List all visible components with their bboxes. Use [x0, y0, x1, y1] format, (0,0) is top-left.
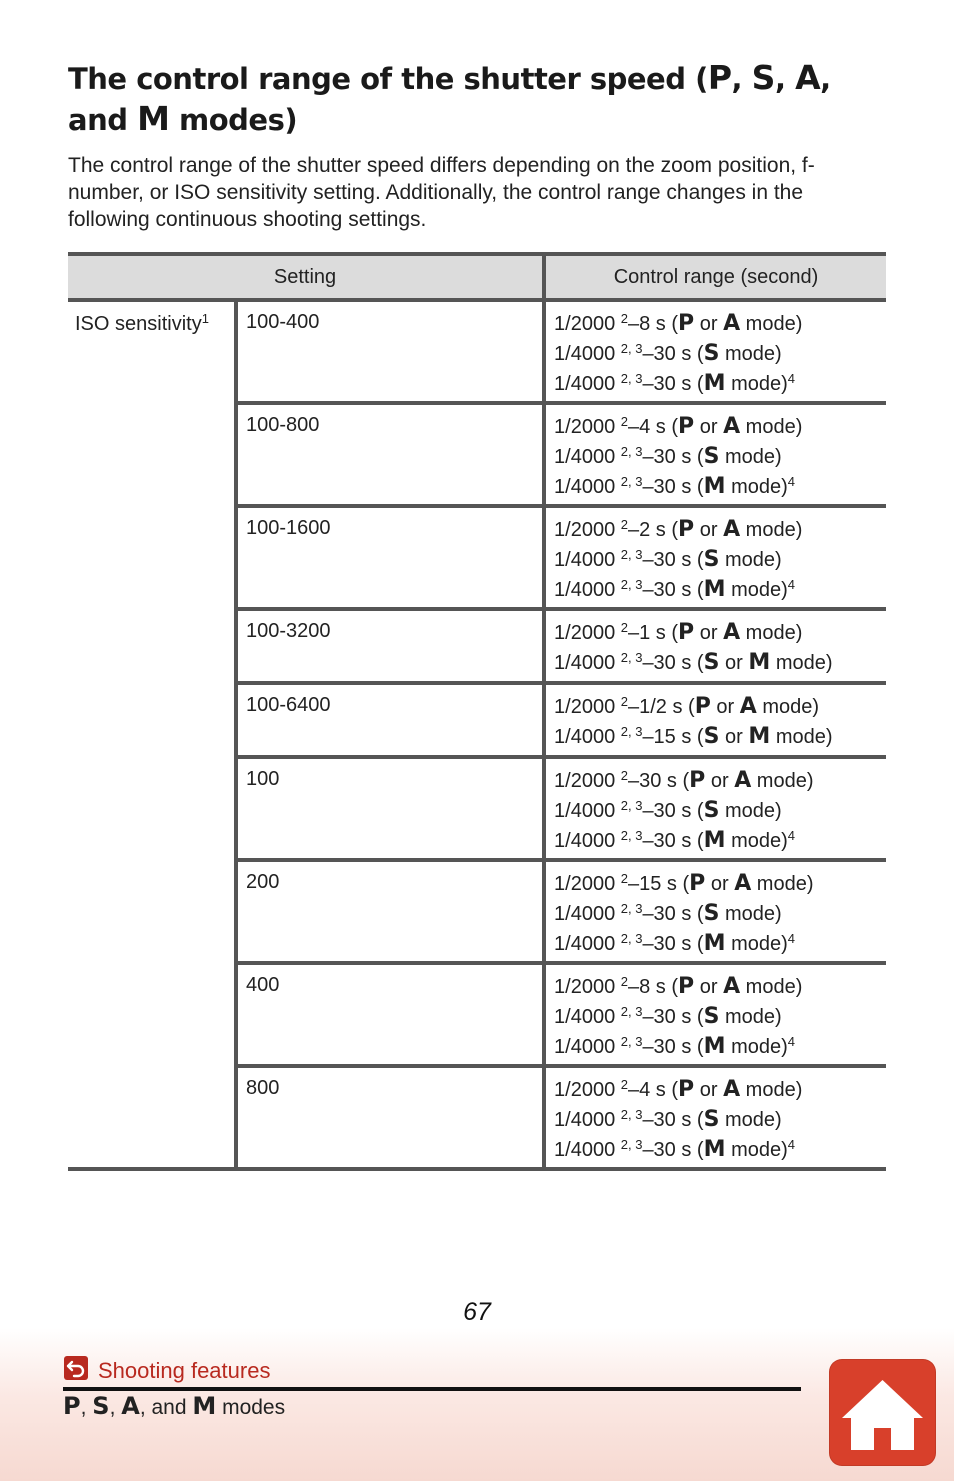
- range-limit: –30 s (: [642, 476, 704, 498]
- range-speed: 1/4000: [554, 800, 616, 822]
- or-text: or: [699, 622, 718, 644]
- range-line: 1/4000 $^{2, 3}$–15 s (S or M mode): [554, 724, 833, 749]
- m-mode-icon: M: [703, 1034, 726, 1059]
- footnote-ref: 2: [620, 414, 628, 429]
- iso-value-cell: [236, 963, 544, 1066]
- a-mode-icon: A: [723, 414, 741, 439]
- iso-value: 100: [246, 768, 280, 790]
- range-limit: –30 s (: [642, 1109, 704, 1131]
- return-arrow-icon[interactable]: [64, 1356, 88, 1380]
- footnote-ref: 2, 3: [620, 341, 643, 356]
- range-speed: 1/2000: [554, 873, 616, 895]
- iso-value: 100-400: [246, 311, 320, 333]
- a-mode-icon: A: [121, 1392, 140, 1420]
- s-mode-icon: S: [703, 1107, 720, 1132]
- range-speed: 1/4000: [554, 476, 616, 498]
- range-speed: 1/4000: [554, 933, 616, 955]
- footer-separator: , and: [139, 1396, 193, 1419]
- a-mode-icon: A: [723, 1077, 741, 1102]
- range-speed: 1/2000: [554, 976, 616, 998]
- range-line: 1/4000 $^{2, 3}$–30 s (S mode): [554, 341, 782, 366]
- footer-subtitle: [63, 1392, 285, 1420]
- m-mode-icon: M: [703, 931, 726, 956]
- footer-separator: ,: [80, 1396, 93, 1419]
- mode-text: mode: [725, 1006, 776, 1028]
- footnote-ref: 2: [620, 768, 628, 783]
- or-text: or: [699, 519, 718, 541]
- iso-value-cell: [236, 860, 544, 963]
- iso-value-cell: [236, 506, 544, 609]
- mode-text: mode: [745, 519, 796, 541]
- iso-label-text: ISO sensitivity: [75, 313, 202, 335]
- range-line: 1/4000 $^{2, 3}$–30 s (S mode): [554, 1004, 782, 1029]
- range-line: 1/2000 $^2$–15 s (P or A mode): [554, 871, 814, 896]
- range-limit: –30 s (: [642, 800, 704, 822]
- or-text: or: [699, 976, 718, 998]
- mode-text: mode: [745, 313, 796, 335]
- range-limit: –1/2 s (: [627, 696, 695, 718]
- range-limit: –30 s (: [642, 1006, 704, 1028]
- footnote-ref: 1: [201, 311, 209, 326]
- control-range-cell: [544, 506, 886, 609]
- mode-text: mode: [725, 549, 776, 571]
- or-text: or: [699, 313, 718, 335]
- p-mode-icon: P: [678, 1077, 695, 1102]
- control-range-cell: [544, 300, 886, 403]
- a-mode-icon: A: [734, 768, 752, 793]
- title-separator: ,: [731, 62, 752, 96]
- p-mode-icon: P: [689, 871, 706, 896]
- range-line: 1/2000 $^2$–8 s (P or A mode): [554, 311, 803, 336]
- home-button[interactable]: [830, 1360, 935, 1465]
- range-limit: –4 s (: [627, 1079, 679, 1101]
- range-line: 1/4000 $^{2, 3}$–30 s (M mode)$^4$: [554, 1137, 795, 1162]
- iso-value-cell: [236, 609, 544, 683]
- m-mode-icon: M: [703, 577, 726, 602]
- range-speed: 1/4000: [554, 1006, 616, 1028]
- footnote-ref: 2: [620, 620, 628, 635]
- iso-value-cell: [236, 683, 544, 757]
- range-line: 1/2000 $^2$–4 s (P or A mode): [554, 414, 803, 439]
- page-title: [68, 58, 898, 140]
- footer-text: modes: [216, 1396, 286, 1419]
- m-mode-icon: M: [192, 1392, 217, 1420]
- footnote-ref: 2, 3: [620, 1004, 643, 1019]
- s-mode-icon: S: [703, 724, 720, 749]
- range-limit: –30 s (: [642, 1139, 704, 1161]
- table-body: [68, 300, 886, 1169]
- mode-text: mode: [762, 696, 813, 718]
- range-speed: 1/2000: [554, 519, 616, 541]
- mode-text: mode: [756, 770, 807, 792]
- mode-text: mode: [725, 446, 776, 468]
- range-line: 1/4000 $^{2, 3}$–30 s (M mode)$^4$: [554, 931, 795, 956]
- m-mode-icon: M: [703, 371, 726, 396]
- s-mode-icon: S: [92, 1392, 110, 1420]
- p-mode-icon: P: [63, 1392, 81, 1420]
- range-line: 1/2000 $^2$–4 s (P or A mode): [554, 1077, 803, 1102]
- footnote-ref: 2, 3: [620, 547, 643, 562]
- range-speed: 1/2000: [554, 770, 616, 792]
- m-mode-icon: M: [703, 828, 726, 853]
- footnote-ref: 2: [620, 1077, 628, 1092]
- range-speed: 1/2000: [554, 313, 616, 335]
- a-mode-icon: A: [723, 620, 741, 645]
- footnote-ref: 2, 3: [620, 724, 643, 739]
- range-limit: –30 s (: [642, 549, 704, 571]
- mode-text: mode: [756, 873, 807, 895]
- range-line: 1/4000 $^{2, 3}$–30 s (S mode): [554, 798, 782, 823]
- s-mode-icon: S: [703, 547, 720, 572]
- footnote-ref: 4: [787, 371, 795, 386]
- range-limit: –15 s (: [642, 726, 704, 748]
- mode-text: mode: [731, 579, 782, 601]
- footnote-ref: 2: [620, 974, 628, 989]
- footer-separator: ,: [109, 1396, 122, 1419]
- range-line: 1/4000 $^{2, 3}$–30 s (S mode): [554, 547, 782, 572]
- mode-text: mode: [731, 1036, 782, 1058]
- a-mode-icon: A: [795, 58, 821, 97]
- iso-value-cell: [236, 757, 544, 860]
- p-mode-icon: P: [689, 768, 706, 793]
- range-line: 1/4000 $^{2, 3}$–30 s (S or M mode): [554, 650, 833, 675]
- footnote-ref: 4: [787, 828, 795, 843]
- title-separator: ,: [774, 62, 796, 96]
- iso-value-cell: [236, 403, 544, 506]
- range-limit: –2 s (: [627, 519, 679, 541]
- or-text: or: [725, 652, 743, 674]
- footer-divider: [63, 1387, 801, 1391]
- range-line: 1/2000 $^2$–30 s (P or A mode): [554, 768, 814, 793]
- range-limit: –30 s (: [642, 933, 704, 955]
- header-setting: Setting: [68, 254, 544, 300]
- footnote-ref: 4: [787, 577, 795, 592]
- footnote-ref: 4: [787, 1137, 795, 1152]
- footnote-ref: 2, 3: [620, 901, 643, 916]
- footnote-ref: 2, 3: [620, 444, 643, 459]
- range-line: 1/4000 $^{2, 3}$–30 s (M mode)$^4$: [554, 371, 795, 396]
- range-speed: 1/4000: [554, 549, 616, 571]
- mode-text: mode: [725, 903, 776, 925]
- range-limit: –30 s (: [642, 446, 704, 468]
- s-mode-icon: S: [703, 341, 720, 366]
- range-limit: –8 s (: [627, 976, 679, 998]
- footnote-ref: 4: [787, 931, 795, 946]
- footnote-ref: 2: [620, 871, 628, 886]
- range-speed: 1/2000: [554, 1079, 616, 1101]
- a-mode-icon: A: [739, 694, 757, 719]
- range-line: 1/2000 $^2$–1 s (P or A mode): [554, 620, 803, 645]
- range-limit: –1 s (: [627, 622, 679, 644]
- iso-value-cell: [236, 300, 544, 403]
- range-limit: –30 s (: [627, 770, 690, 792]
- range-limit: –4 s (: [627, 416, 679, 438]
- control-range-cell: [544, 757, 886, 860]
- mode-text: mode: [731, 476, 782, 498]
- control-range-cell: [544, 860, 886, 963]
- m-mode-icon: M: [748, 650, 771, 675]
- footnote-ref: 2, 3: [620, 1034, 643, 1049]
- range-speed: 1/4000: [554, 652, 616, 674]
- p-mode-icon: P: [694, 694, 711, 719]
- range-line: 1/4000 $^{2, 3}$–30 s (M mode)$^4$: [554, 828, 795, 853]
- range-line: 1/2000 $^2$–8 s (P or A mode): [554, 974, 803, 999]
- footnote-ref: 2, 3: [620, 828, 643, 843]
- intro-paragraph: The control range of the shutter speed differs depending on the zoom position, f-number, or ISO sensitivity setting. Additionally, the control range changes in the following continuous shooting settings.: [68, 154, 815, 231]
- range-speed: 1/4000: [554, 903, 616, 925]
- or-text: or: [716, 696, 735, 718]
- control-range-cell: [544, 403, 886, 506]
- mode-text: mode: [725, 800, 776, 822]
- range-line: 1/4000 $^{2, 3}$–30 s (S mode): [554, 1107, 782, 1132]
- iso-value: 100-800: [246, 414, 320, 436]
- a-mode-icon: A: [723, 311, 741, 336]
- mode-text: mode: [745, 416, 796, 438]
- s-mode-icon: S: [703, 798, 720, 823]
- footnote-ref: 2, 3: [620, 577, 643, 592]
- range-speed: 1/4000: [554, 343, 616, 365]
- or-text: or: [699, 416, 718, 438]
- s-mode-icon: S: [751, 58, 775, 97]
- range-limit: –30 s (: [642, 373, 704, 395]
- range-speed: 1/4000: [554, 1139, 616, 1161]
- control-range-cell: [544, 1066, 886, 1169]
- range-line: 1/4000 $^{2, 3}$–30 s (S mode): [554, 901, 782, 926]
- home-icon: [830, 1360, 935, 1465]
- m-mode-icon: M: [703, 1137, 726, 1162]
- title-text: The control range of the shutter speed (: [68, 62, 708, 96]
- iso-value: 800: [246, 1077, 280, 1099]
- or-text: or: [725, 726, 743, 748]
- mode-text: mode: [745, 622, 796, 644]
- range-speed: 1/2000: [554, 622, 616, 644]
- footnote-ref: 2, 3: [620, 798, 643, 813]
- s-mode-icon: S: [703, 650, 720, 675]
- or-text: or: [710, 770, 729, 792]
- or-text: or: [699, 1079, 718, 1101]
- s-mode-icon: S: [703, 1004, 720, 1029]
- range-limit: –30 s (: [642, 652, 704, 674]
- range-speed: 1/4000: [554, 373, 616, 395]
- range-speed: 1/2000: [554, 416, 616, 438]
- p-mode-icon: P: [678, 311, 695, 336]
- range-speed: 1/4000: [554, 1036, 616, 1058]
- title-text: modes): [169, 103, 298, 137]
- mode-text: mode: [725, 1109, 776, 1131]
- a-mode-icon: A: [723, 517, 741, 542]
- footnote-ref: 2, 3: [620, 371, 643, 386]
- mode-text: mode: [731, 830, 782, 852]
- shutter-range-table: [68, 252, 886, 1171]
- footnote-ref: 2: [620, 517, 628, 532]
- range-speed: 1/2000: [554, 696, 616, 718]
- range-line: 1/4000 $^{2, 3}$–30 s (M mode)$^4$: [554, 577, 795, 602]
- mode-text: mode: [775, 726, 826, 748]
- iso-value: 200: [246, 871, 280, 893]
- range-limit: –30 s (: [642, 903, 704, 925]
- footnote-ref: 2, 3: [620, 1107, 643, 1122]
- m-mode-icon: M: [703, 474, 726, 499]
- range-line: 1/4000 $^{2, 3}$–30 s (M mode)$^4$: [554, 1034, 795, 1059]
- section-link-shooting-features[interactable]: Shooting features: [98, 1358, 271, 1383]
- mode-text: mode: [745, 976, 796, 998]
- footnote-ref: 2, 3: [620, 1137, 643, 1152]
- iso-value-cell: [236, 1066, 544, 1169]
- range-line: 1/2000 $^2$–1/2 s (P or A mode): [554, 694, 820, 719]
- table-header-row: [68, 254, 886, 300]
- mode-text: mode: [731, 1139, 782, 1161]
- p-mode-icon: P: [678, 414, 695, 439]
- range-speed: 1/4000: [554, 830, 616, 852]
- range-limit: –30 s (: [642, 1036, 704, 1058]
- mode-text: mode: [731, 933, 782, 955]
- range-limit: –30 s (: [642, 830, 704, 852]
- range-line: 1/2000 $^2$–2 s (P or A mode): [554, 517, 803, 542]
- or-text: or: [710, 873, 729, 895]
- footnote-ref: 4: [787, 1034, 795, 1049]
- footnote-ref: 2, 3: [620, 474, 643, 489]
- a-mode-icon: A: [734, 871, 752, 896]
- m-mode-icon: M: [137, 99, 170, 138]
- range-line: 1/4000 $^{2, 3}$–30 s (M mode)$^4$: [554, 474, 795, 499]
- mode-text: mode: [725, 343, 776, 365]
- range-speed: 1/4000: [554, 726, 616, 748]
- s-mode-icon: S: [703, 901, 720, 926]
- range-limit: –30 s (: [642, 579, 704, 601]
- p-mode-icon: P: [678, 974, 695, 999]
- footnote-ref: 2, 3: [620, 931, 643, 946]
- iso-sensitivity-label: [68, 300, 236, 1169]
- p-mode-icon: P: [678, 517, 695, 542]
- table-row: [68, 300, 886, 403]
- page-number: 67: [463, 1298, 491, 1326]
- range-speed: 1/4000: [554, 579, 616, 601]
- iso-value: 100-3200: [246, 620, 331, 642]
- p-mode-icon: P: [707, 58, 732, 97]
- mode-text: mode: [745, 1079, 796, 1101]
- s-mode-icon: S: [703, 444, 720, 469]
- p-mode-icon: P: [678, 620, 695, 645]
- title-separator: , and: [68, 62, 831, 137]
- a-mode-icon: A: [723, 974, 741, 999]
- mode-text: mode: [775, 652, 826, 674]
- range-limit: –15 s (: [627, 873, 690, 895]
- iso-value: 400: [246, 974, 280, 996]
- control-range-cell: [544, 683, 886, 757]
- footnote-ref: 4: [787, 474, 795, 489]
- iso-value: 100-6400: [246, 694, 331, 716]
- control-range-cell: [544, 963, 886, 1066]
- footnote-ref: 2, 3: [620, 650, 643, 665]
- m-mode-icon: M: [748, 724, 771, 749]
- range-limit: –8 s (: [627, 313, 679, 335]
- range-limit: –30 s (: [642, 343, 704, 365]
- header-control-range: Control range (second): [544, 254, 886, 300]
- control-range-cell: [544, 609, 886, 683]
- footnote-ref: 2: [620, 311, 628, 326]
- mode-text: mode: [731, 373, 782, 395]
- footnote-ref: 2: [620, 694, 628, 709]
- range-speed: 1/4000: [554, 446, 616, 468]
- iso-value: 100-1600: [246, 517, 331, 539]
- range-speed: 1/4000: [554, 1109, 616, 1131]
- range-line: 1/4000 $^{2, 3}$–30 s (S mode): [554, 444, 782, 469]
